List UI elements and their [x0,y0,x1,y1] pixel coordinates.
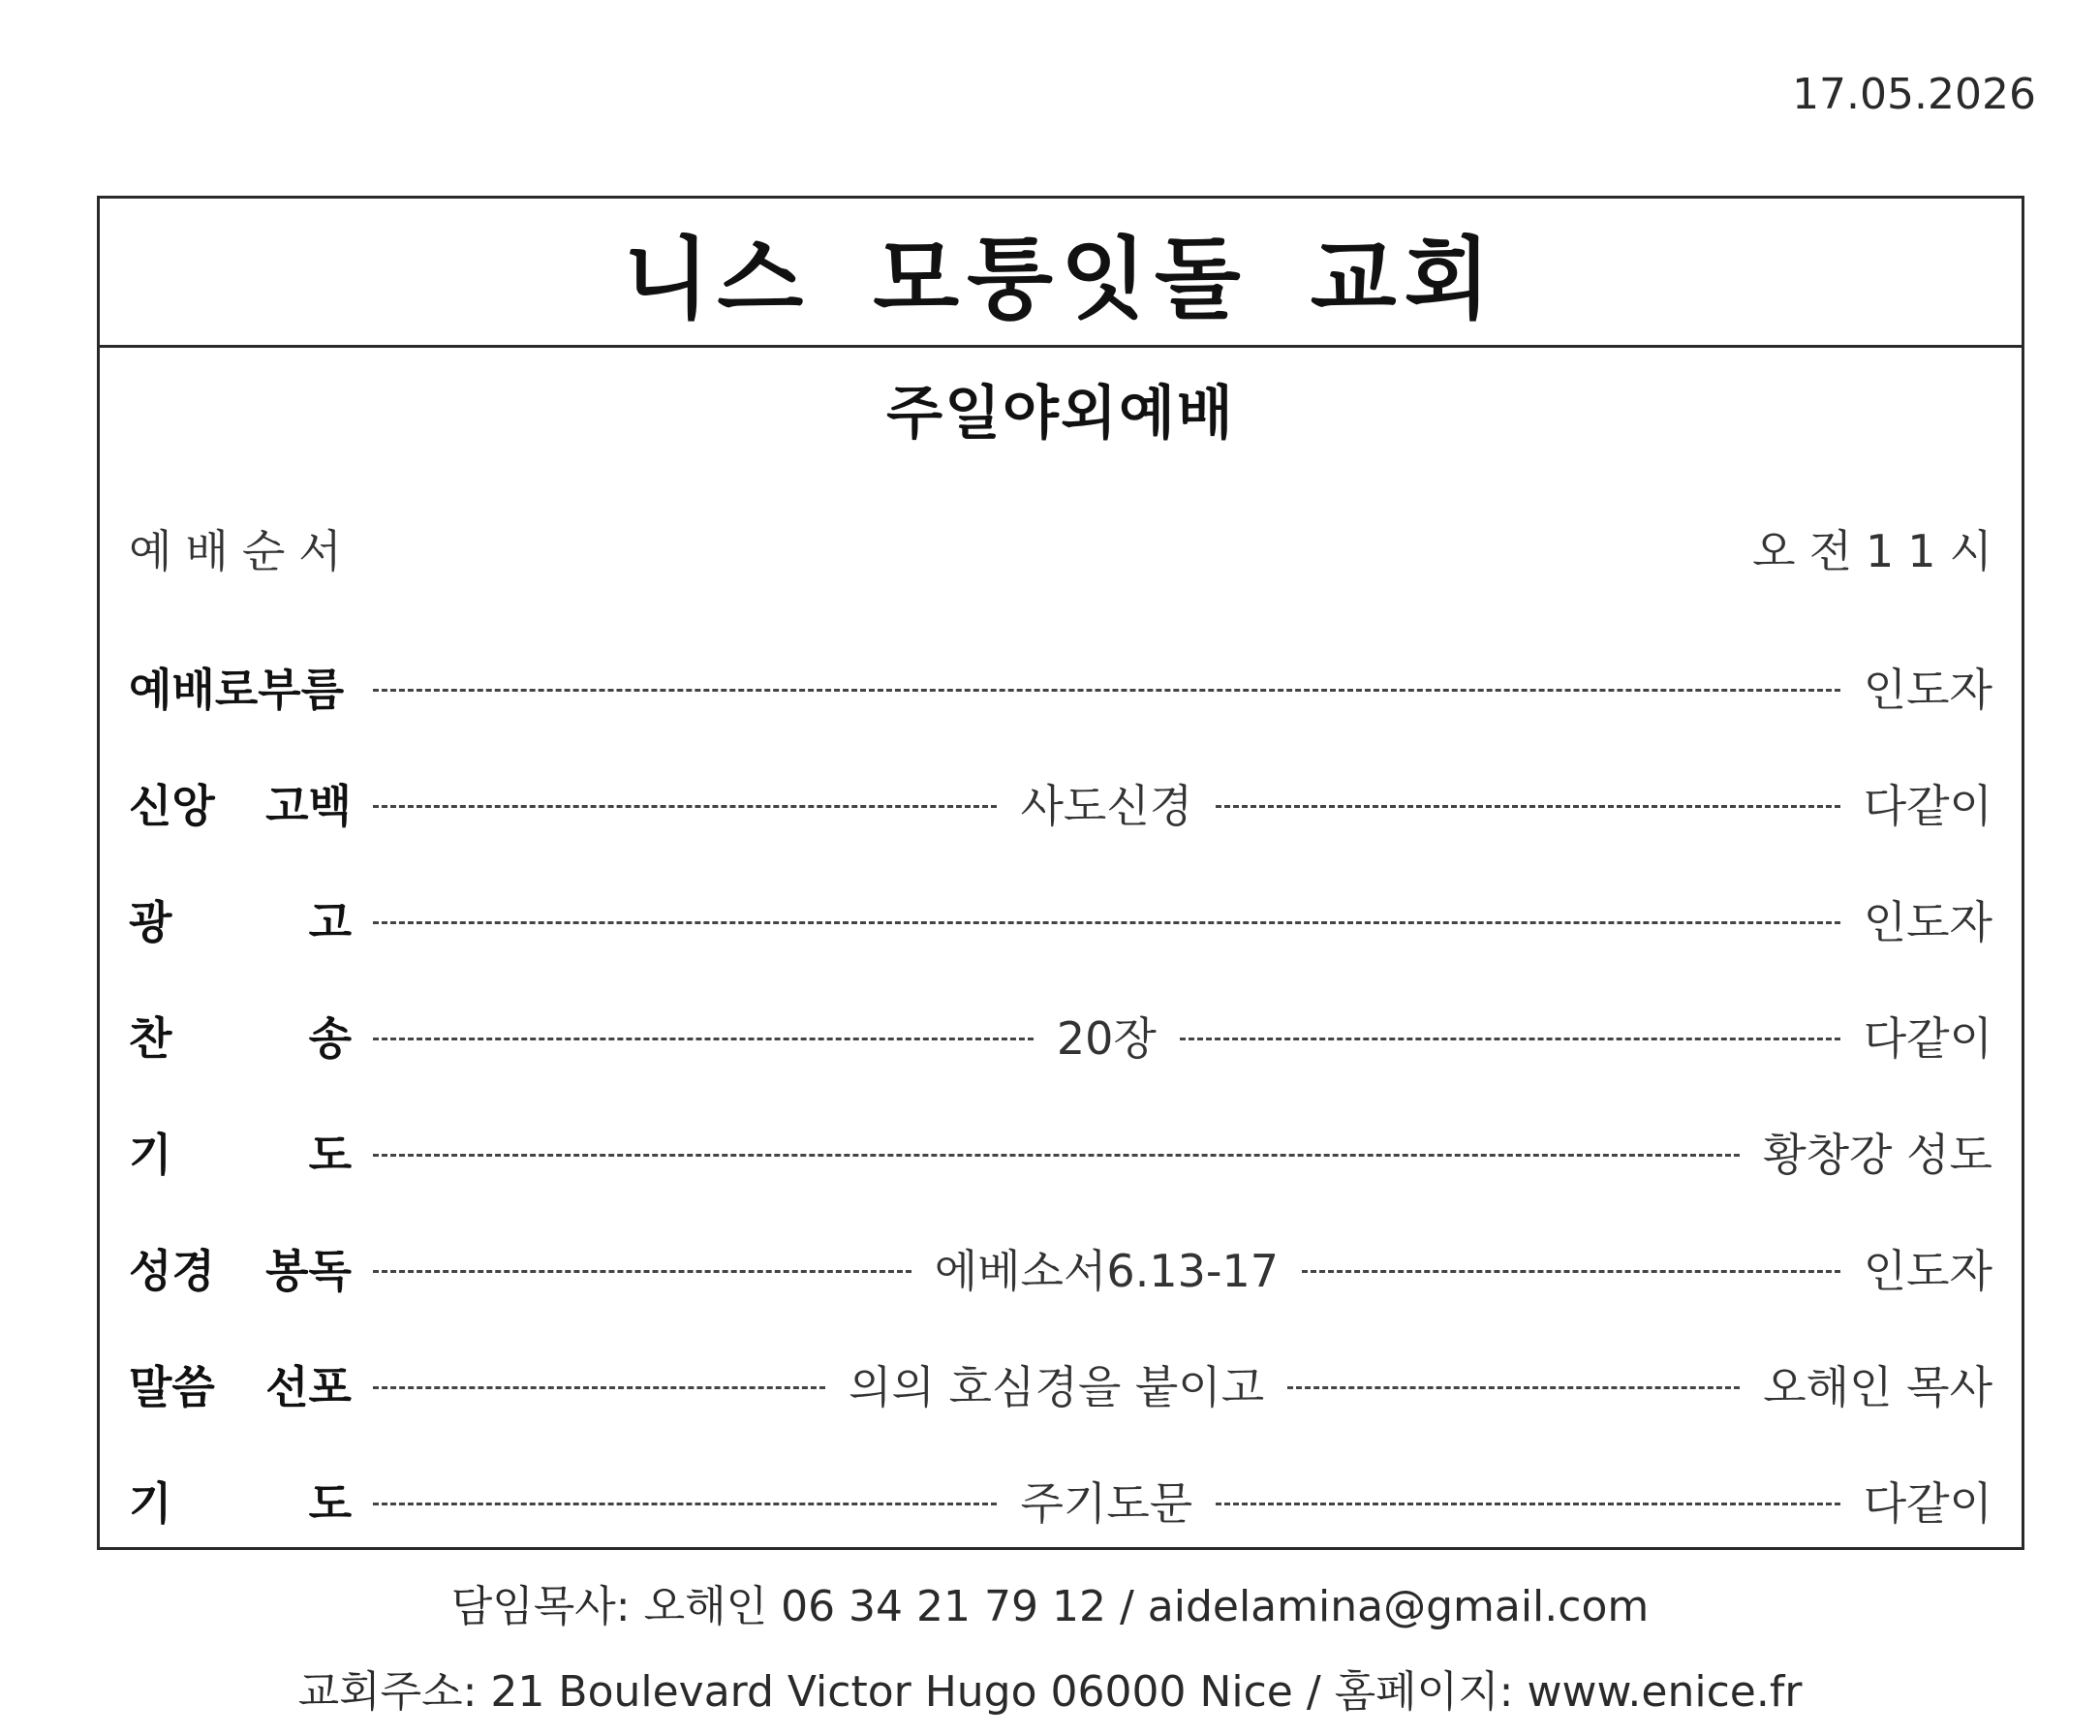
order-item-label: 예배로부름 [129,664,345,716]
order-item-announcements [129,861,1992,977]
dotted-leader [373,805,997,808]
bulletin-date: 17.05.2026 [1792,70,2036,119]
order-item-prayer [129,1094,1992,1210]
pastor-contact: 담임목사: 오해인 06 34 21 79 12 / aidelamina@gmail.com [450,1582,1650,1631]
dotted-leader [373,689,1840,692]
order-item-label: 성경 봉독 [129,1245,352,1297]
dotted-leader [373,1503,997,1505]
order-item-sermon [129,1326,1992,1442]
order-item-label: 찬 송 [129,1012,352,1065]
order-item-label: 기 도 [129,1129,352,1181]
order-item-detail: 20장 [1056,1012,1157,1065]
service-title: 주일야외예배 [886,380,1235,448]
dotted-leader [1216,1503,1839,1505]
order-list [129,629,1992,1559]
order-item-leader: 황창강 성도 [1763,1129,1992,1181]
order-item-detail: 사도신경 [1020,780,1193,832]
bulletin-frame [97,196,2024,1550]
order-item-label: 기 도 [129,1477,352,1530]
order-item-hymn [129,977,1992,1094]
order-item-leader: 인도자 [1863,664,1992,716]
church-name: 니스 모퉁잇돌 교회 [623,227,1498,331]
dotted-leader [1287,1386,1740,1389]
order-item-leader: 다같이 [1863,1012,1993,1065]
order-item-call-to-worship [129,629,1992,745]
order-item-leader: 다같이 [1863,1477,1992,1530]
dotted-leader [373,1038,1034,1040]
dotted-leader [373,1386,825,1389]
order-item-leader: 인도자 [1863,1245,1992,1297]
order-item-detail: 에베소서6.13-17 [934,1245,1279,1297]
order-item-scripture-reading [129,1210,1992,1326]
order-item-closing-prayer [129,1442,1992,1559]
order-item-leader: 인도자 [1863,896,1992,948]
dotted-leader [373,921,1840,924]
dotted-leader [373,1270,911,1273]
order-item-label: 말씀 선포 [129,1361,352,1413]
order-item-label: 광 고 [129,896,352,948]
church-address: 교회주소: 21 Boulevard Victor Hugo 06000 Nice / 홈페이지: www.enice.fr [297,1667,1803,1717]
order-header [129,516,2006,580]
dotted-leader [1216,805,1839,808]
order-item-detail: 의의 호심경을 붙이고 [849,1361,1265,1413]
service-time: 오전11시 [1752,525,2006,577]
dotted-leader [1302,1270,1840,1273]
order-item-label: 신앙 고백 [129,780,352,832]
dotted-leader [1180,1038,1840,1040]
title-box [100,199,2022,348]
dotted-leader [373,1154,1740,1157]
order-item-detail: 주기도문 [1020,1477,1193,1530]
order-item-confession [129,745,1992,861]
order-header-label: 예배순서 [129,525,355,577]
order-item-leader: 오해인 목사 [1763,1361,1993,1413]
order-item-leader: 다같이 [1863,780,1992,832]
